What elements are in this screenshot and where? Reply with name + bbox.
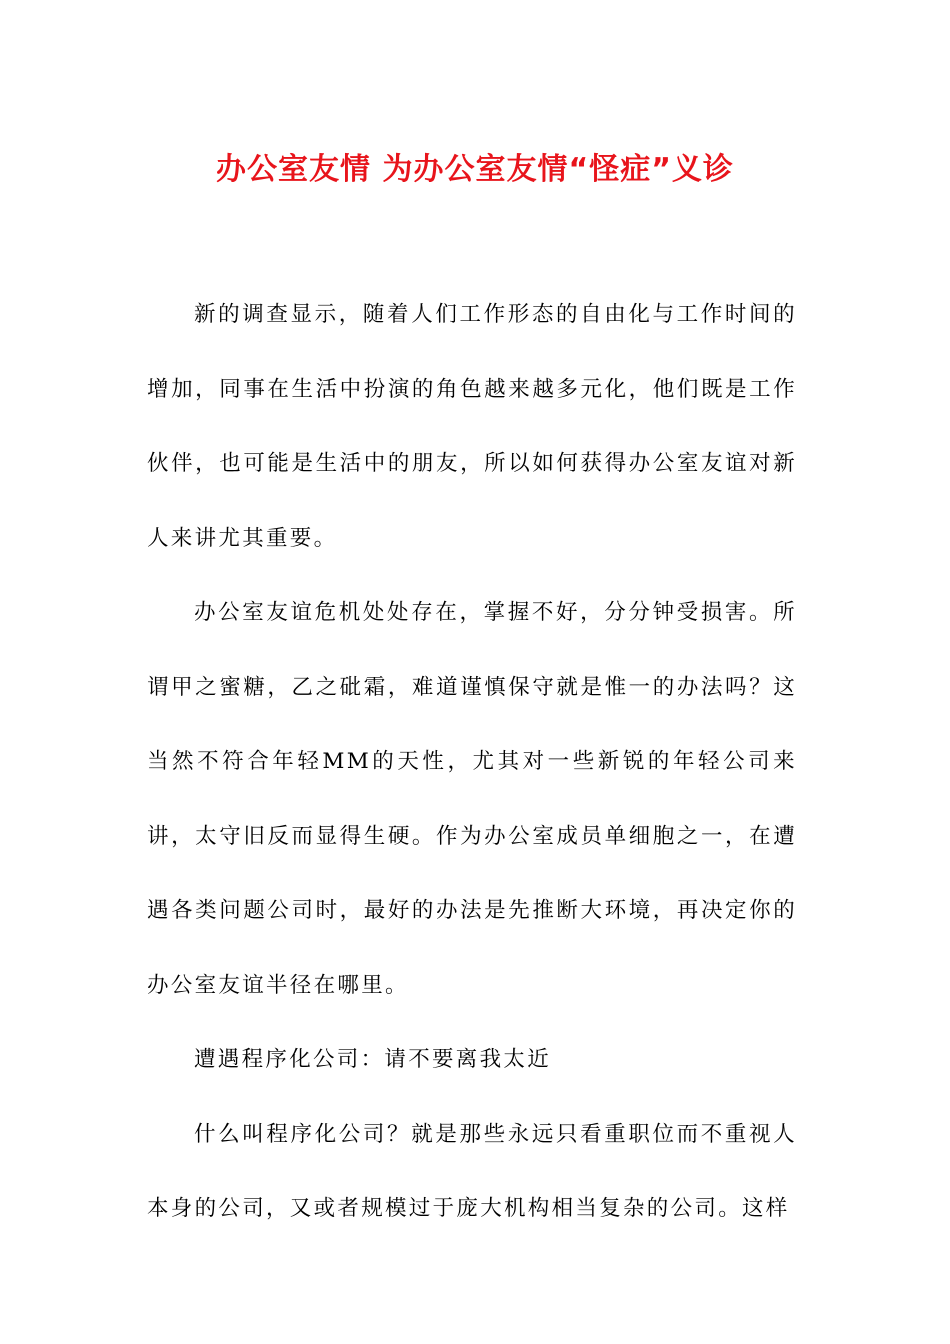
- document-body: [147, 278, 797, 1247]
- document-title: 办公室友情 为办公室友情“怪症”义诊: [216, 152, 734, 187]
- paragraph-2: 办公室友谊危机处处存在，掌握不好，分分钟受损害。所谓甲之蜜糖，乙之砒霜，难道谨慎保守就是惟一的办法吗？这当然不符合年轻MM的天性，尤其对一些新锐的年轻公司来讲，太守旧反而显得生硬。作为办公室成员单细胞之一，在遭遇各类问题公司时，最好的办法是先推断大环境，再决定你的办公室友谊半径在哪里。: [147, 600, 797, 998]
- paragraph-1: 新的调查显示，随着人们工作形态的自由化与工作时间的增加，同事在生活中扮演的角色越来越多元化，他们既是工作伙伴，也可能是生活中的朋友，所以如何获得办公室友谊对新人来讲尤其重要。: [147, 302, 797, 551]
- section-heading: 遭遇程序化公司：请不要离我太近: [194, 1047, 552, 1072]
- paragraph-3: 什么叫程序化公司？就是那些永远只看重职位而不重视人本身的公司，又或者规模过于庞大机构相当复杂的公司。这样: [147, 1121, 797, 1221]
